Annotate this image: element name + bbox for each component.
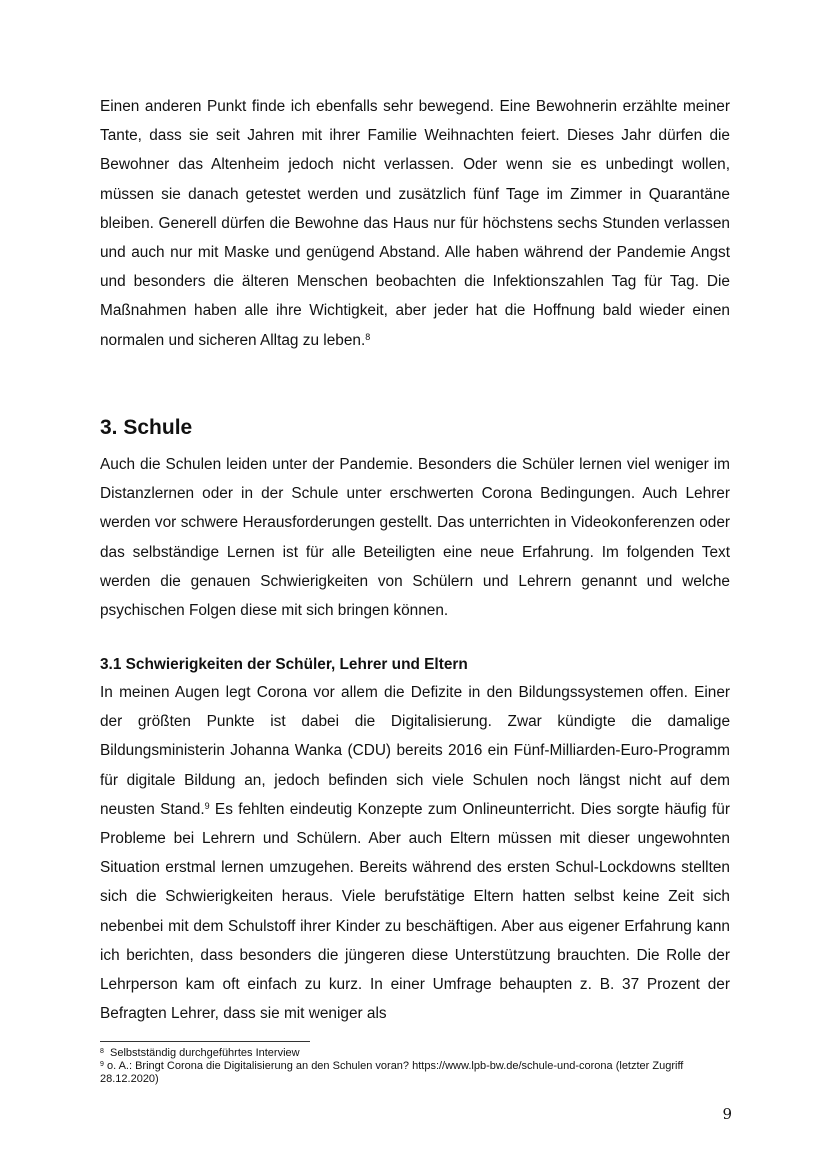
footnote-8-text: Selbstständig durchgeführtes Interview (110, 1047, 300, 1059)
paragraph-difficulties (100, 678, 730, 1028)
footnote-8-marker: 8 (100, 1048, 104, 1055)
footnote-8 (100, 1047, 730, 1060)
section-heading: 3. Schule (100, 416, 193, 439)
paragraph-intro (100, 92, 730, 355)
footnote-9-text: o. A.: Bringt Corona die Digitalisierung an den Schulen voran? https://www.lpb-bw.de/schule-und-corona (letzter Zugriff 28.12.2020) (100, 1060, 684, 1085)
subsection-heading: 3.1 Schwierigkeiten der Schüler, Lehrer und Eltern (100, 656, 468, 673)
footnote-9 (100, 1060, 730, 1086)
paragraph-difficulties-part1: In meinen Augen legt Corona vor allem die Defizite in den Bildungssystemen offen. Einer der größten Punkte ist dabei die Digitalisierung. Zwar kündigte die damalige Bildungsministerin Johanna Wanka (CDU) bereits 2016 ein Fünf-Milliarden-Euro-Programm für digitale Bildung an, jedoch befinden sich viele Schulen noch längst nicht auf dem neusten Stand. (100, 684, 730, 818)
footnote-separator (100, 1041, 310, 1042)
footnote-9-marker: 9 (100, 1061, 104, 1068)
footnotes (100, 1047, 730, 1086)
paragraph-difficulties-part2: Es fehlten eindeutig Konzepte zum Onlineunterricht. Dies sorgte häufig für Probleme bei Lehrern und Schülern. Aber auch Eltern müssen mit dieser ungewohnten Situation erstmal lernen umzugehen. Bereits während des ersten Schul-Lockdowns stellten sich die Schwierigkeiten heraus. Viele berufstätige Eltern hatten selbst keine Zeit sich nebenbei mit dem Schulstoff ihrer Kinder zu beschäftigen. Aber aus eigener Erfahrung kann ich berichten, dass besonders die jüngeren diese Unterstützung brauchten. Die Rolle der Lehrperson kam oft einfach zu kurz. In einer Umfrage behaupten z. B. 37 Prozent der Befragten Lehrer, dass sie mit weniger als (100, 800, 730, 1023)
footnote-ref-8[interactable]: 8 (365, 331, 371, 342)
paragraph-intro-text: Einen anderen Punkt finde ich ebenfalls sehr bewegend. Eine Bewohnerin erzählte meiner Tante, dass sie seit Jahren mit ihrer Familie Weihnachten feiert. Dieses Jahr dürfen die Bewohner das Altenheim jedoch nicht verlassen. Oder wenn sie es unbedingt wollen, müssen sie danach getestet werden und zusätzlich fünf Tage im Zimmer in Quarantäne bleiben. Generell dürfen die Bewohne das Haus nur für höchstens sechs Stunden verlassen und auch nur mit Maske und genügend Abstand. Alle haben während der Pandemie Angst und besonders die älteren Menschen beobachten die Infektionszahlen Tag für Tag. Die Maßnahmen haben alle ihre Wichtigkeit, aber jeder hat die Hoffnung bald wieder einen normalen und sicheren Alltag zu leben. (100, 98, 730, 349)
page-number: 9 (722, 1105, 732, 1123)
paragraph-schule: Auch die Schulen leiden unter der Pandemie. Besonders die Schüler lernen viel weniger im Distanzlernen oder in der Schule unter erschwerten Corona Bedingungen. Auch Lehrer werden vor schwere Herausforderungen gestellt. Das unterrichten in Videokonferenzen oder das selbständige Lernen ist für alle Beteiligten eine neue Erfahrung. Im folgenden Text werden die genauen Schwierigkeiten von Schülern und Lehrern genannt und welche psychischen Folgen diese mit sich bringen können. (100, 456, 730, 620)
footnote-ref-9[interactable]: 9 (204, 800, 210, 811)
